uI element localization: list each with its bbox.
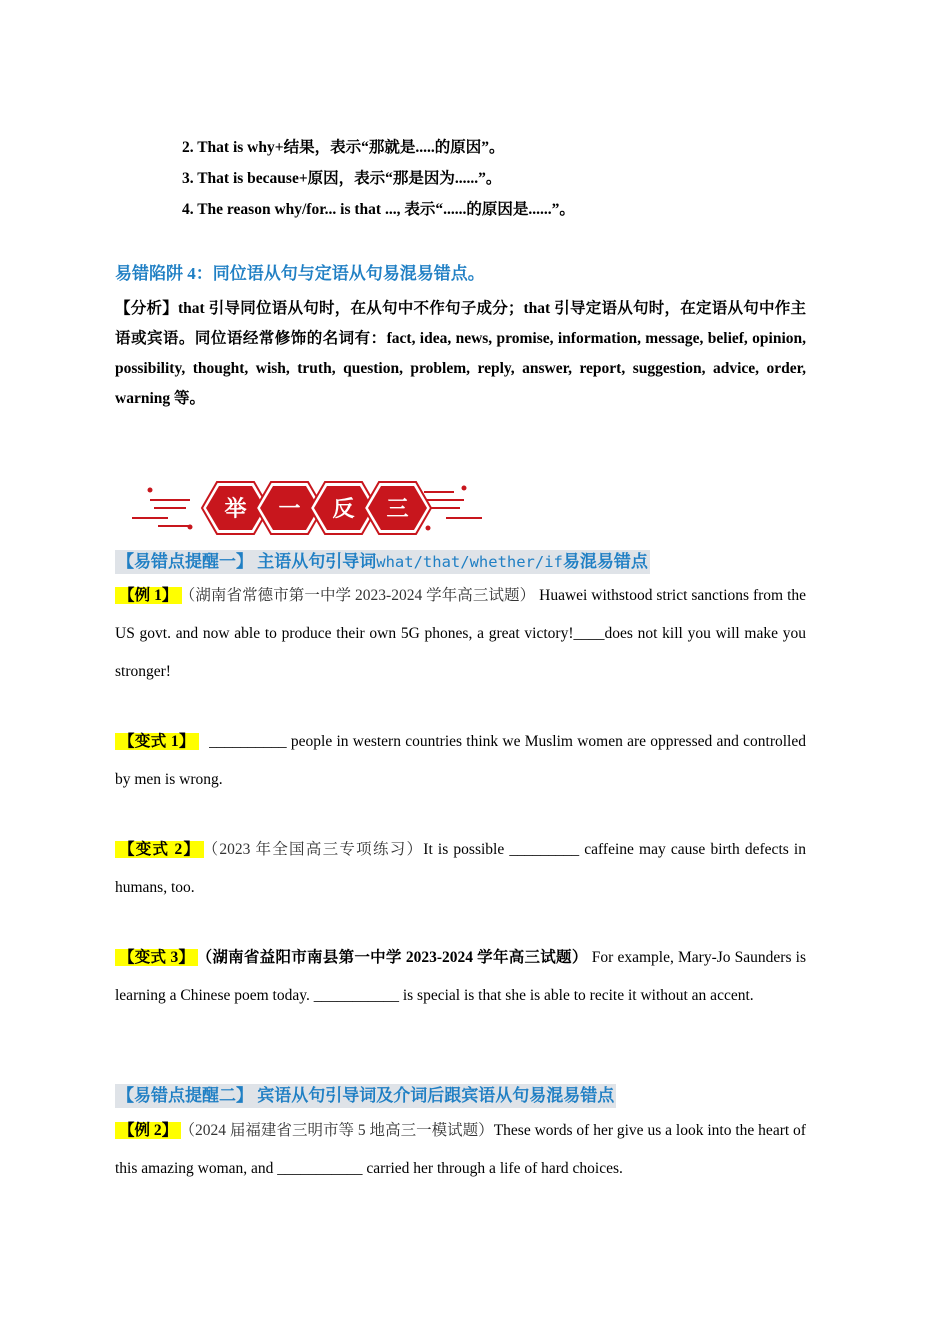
banner-right-ornament [424,486,482,531]
variant-1: 【变式 1】 __________ people in western countries think we Muslim women are oppressed and controlled by men is wrong. [115,733,806,788]
banner-left-ornament [132,488,193,530]
banner-char-4: 三 [386,497,409,522]
variant-3-tag: 【变式 3】 [115,949,198,966]
section-banner [128,478,486,538]
example-2-tag: 【例 2】 [115,1122,181,1139]
example-1-tag: 【例 1】 [115,587,182,604]
banner-char-1: 举 [224,497,247,522]
list-item-3: 3. That is because+原因，表示“那是因为......”。 [182,170,502,187]
list-item-2: 2. That is why+结果，表示“那就是.....的原因”。 [182,139,505,156]
banner-char-3: 反 [332,497,355,522]
trap-4-heading: 易错陷阱 4：同位语从句与定语从句易混易错点。 [115,264,485,283]
tip-1-heading: 【易错点提醒一】 主语从句引导词what/that/whether/if易混易错点 [115,550,650,574]
variant-2: 【变式 2】 （2023 年全国高三专项练习）It is possible _________ caffeine may cause birth defects in humans, too. [115,841,806,896]
list-item-4: 4. The reason why/for... is that ..., 表示“......的原因是......”。 [182,201,575,218]
example-1: 【例 1】 （湖南省常德市第一中学 2023-2024 学年高三试题） Huawei withstood strict sanctions from the US govt. and now able to produce their own 5G phones, a great victory!____does not kill you will make you stronger! [115,587,806,680]
tip-2-heading: 【易错点提醒二】 宾语从句引导词及介词后跟宾语从句易混易错点 [115,1084,616,1108]
variant-2-tag: 【变式 2】 [115,841,204,858]
banner-char-2: 一 [278,497,301,522]
variant-3: 【变式 3】 （湖南省益阳市南县第一中学 2023-2024 学年高三试题） For example, Mary-Jo Saunders is learning a Chinese poem today. ___________ is special is that she is able to recite it without an accent. [115,949,806,1004]
trap-4-analysis: 【分析】that 引导同位语从句时，在从句中不作句子成分；that 引导定语从句时，在定语从句中作主语或宾语。同位语经常修饰的名词有：fact, idea, news, promise, information, message, belief, opinion, possibility, thought, wish, truth, question, problem, reply, answer, report, suggestion, advice, order, warning 等。 [115,300,806,407]
example-2: 【例 2】 （2024 届福建省三明市等 5 地高三一模试题）These words of her give us a look into the heart of this amazing woman, and ___________ carried her through a life of hard choices. [115,1122,806,1177]
variant-1-tag: 【变式 1】 [115,733,199,750]
